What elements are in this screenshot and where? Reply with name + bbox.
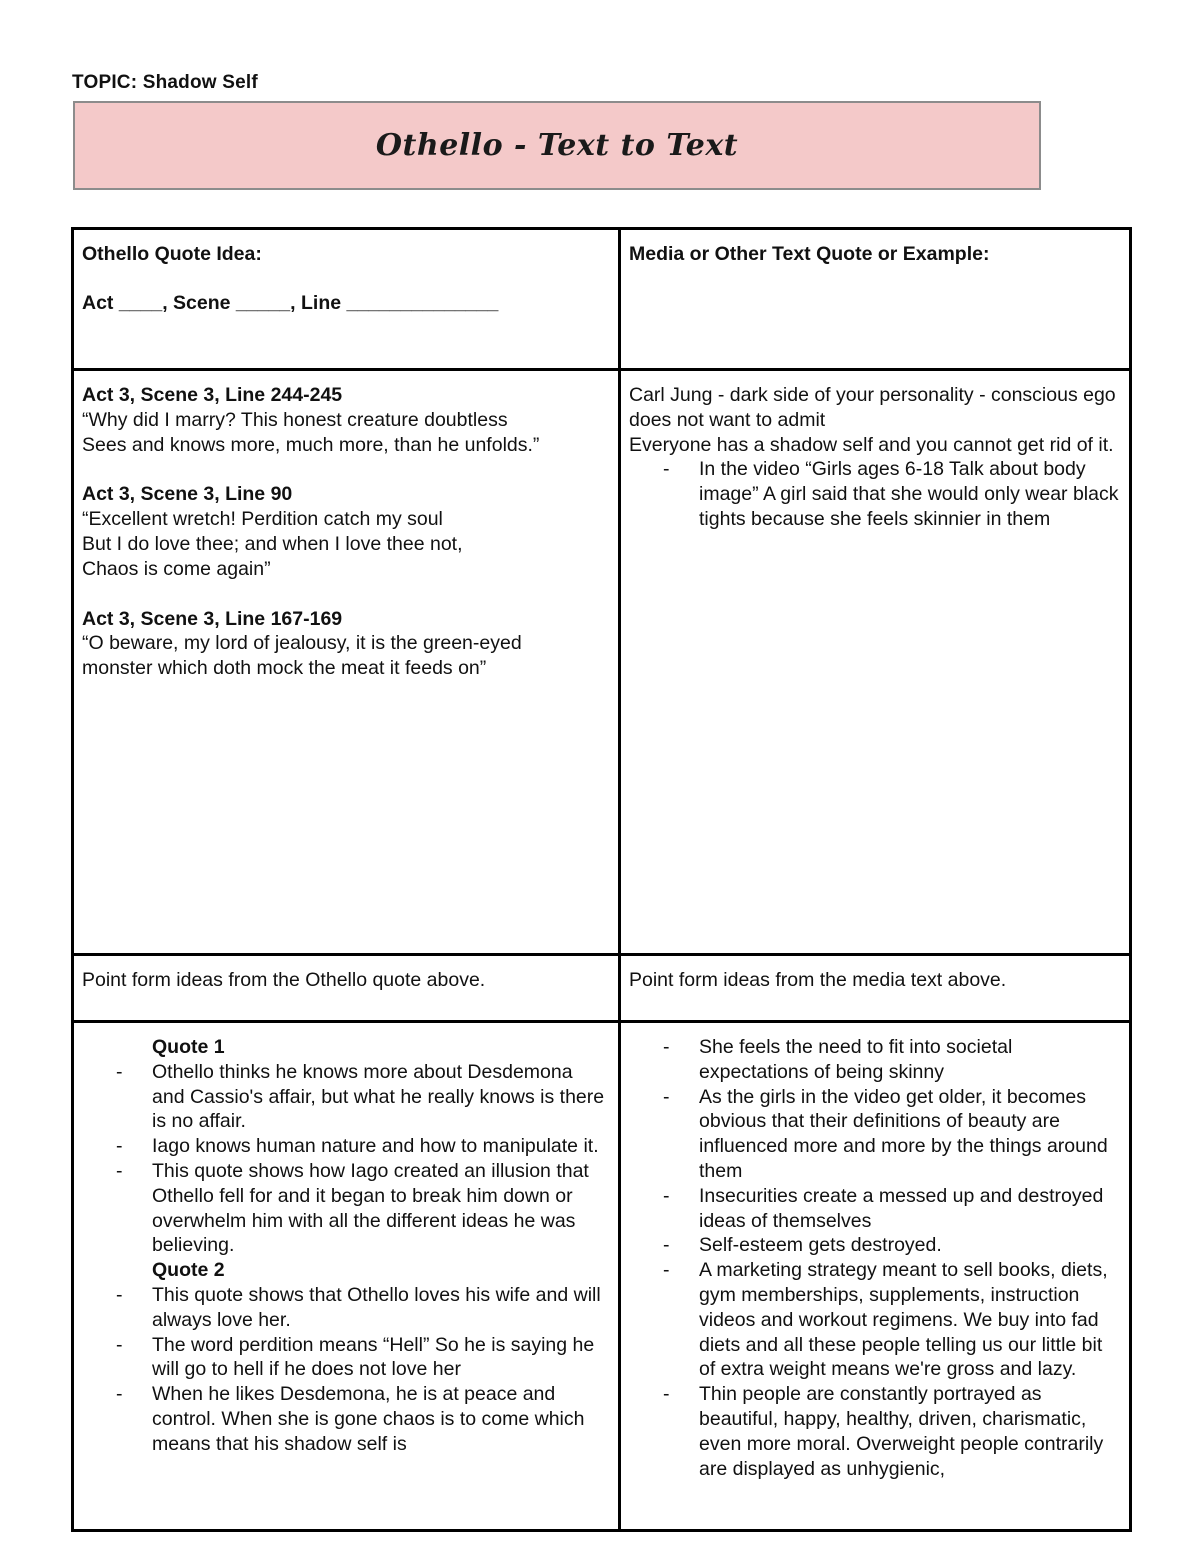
quote-ref: Act 3, Scene 3, Line 244-245 (82, 384, 343, 406)
title-banner (73, 101, 1041, 190)
list-item: - Insecurities create a messed up and destroyed ideas of themselves (699, 1184, 1121, 1234)
list-item: - In the video “Girls ages 6-18 Talk about body image” A girl said that she would only wear black tights because she feels skinnier in them (699, 457, 1121, 531)
quote-line: “Why did I marry? This honest creature doubtless (82, 408, 508, 431)
quote-line: Chaos is come again” (82, 557, 271, 580)
quotes-row (73, 370, 1131, 955)
point-left-label: Point form ideas from the Othello quote above. (82, 969, 486, 991)
media-text: Carl Jung - dark side of your personality - conscious ego does not want to admit (629, 384, 1116, 431)
point-left-cell (73, 955, 620, 1022)
list-item: - Othello thinks he knows more about Desdemona and Cassio's affair, but what he really knows is there is no affair. (152, 1060, 610, 1134)
list-item: - Thin people are constantly portrayed as beautiful, happy, healthy, driven, charismatic, even more moral. Overweight people contrarily are displayed as unhygienic, (699, 1382, 1121, 1481)
quote-line: “Excellent wretch! Perdition catch my soul (82, 508, 443, 531)
quote-2-label: Quote 2 (152, 1259, 225, 1282)
quote-ref: Act 3, Scene 3, Line 167-169 (82, 607, 343, 630)
point-right-cell (620, 955, 1131, 1022)
list-item: - She feels the need to fit into societal expectations of being skinny (699, 1035, 1121, 1085)
list-item: - The word perdition means “Hell” So he is saying he will go to hell if he does not love her (152, 1333, 610, 1383)
header-row (73, 229, 1131, 370)
quote-line: Sees and knows more, much more, than he unfolds.” (82, 433, 540, 456)
media-bullet-list (629, 457, 1121, 531)
point-right-label: Point form ideas from the media text above. (629, 969, 1007, 991)
othello-notes-cell (73, 1022, 620, 1531)
notes-row (73, 1022, 1131, 1531)
header-right-cell (620, 229, 1131, 370)
quote-1-points (82, 1060, 610, 1258)
media-quotes-cell (620, 370, 1131, 955)
media-text: Everyone has a shadow self and you cannot get rid of it. (629, 433, 1114, 456)
media-points (629, 1035, 1121, 1481)
media-quote-header: Media or Other Text Quote or Example: (629, 243, 990, 265)
othello-quotes-cell (73, 370, 620, 955)
quote-line: “O beware, my lord of jealousy, it is the green-eyed (82, 632, 522, 655)
list-item: - As the girls in the video get older, it becomes obvious that their definitions of beauty are influenced more and more by the things around them (699, 1085, 1121, 1184)
quote-1-label: Quote 1 (152, 1036, 225, 1058)
quote-2-points (82, 1283, 610, 1457)
act-scene-line-blanks: Act ____, Scene _____, Line ______________ (82, 291, 499, 314)
list-item: - Self-esteem gets destroyed. (699, 1233, 1121, 1258)
point-form-row (73, 955, 1131, 1022)
list-item: - When he likes Desdemona, he is at peace and control. When she is gone chaos is to come which means that his shadow self is (152, 1382, 610, 1456)
quote-line: monster which doth mock the meat it feeds on” (82, 657, 487, 680)
list-item: - This quote shows how Iago created an illusion that Othello fell for and it began to break him down or overwhelm him with all the different ideas he was believing. (152, 1159, 610, 1258)
list-item: - Iago knows human nature and how to manipulate it. (152, 1134, 610, 1159)
quote-line: But I do love thee; and when I love thee not, (82, 532, 463, 555)
banner-title: Othello - Text to Text (375, 128, 739, 163)
list-item: - A marketing strategy meant to sell books, diets, gym memberships, supplements, instruction videos and workout regimens. We buy into fad diets and all these people telling us our little bit of extra weight means we're gross and lazy. (699, 1258, 1121, 1382)
othello-quote-header: Othello Quote Idea: (82, 243, 262, 265)
quote-ref: Act 3, Scene 3, Line 90 (82, 483, 293, 506)
text-to-text-table (71, 227, 1132, 1532)
media-notes-cell (620, 1022, 1131, 1531)
topic-heading: TOPIC: Shadow Self (72, 72, 258, 93)
list-item: - This quote shows that Othello loves his wife and will always love her. (152, 1283, 610, 1333)
header-left-cell (73, 229, 620, 370)
